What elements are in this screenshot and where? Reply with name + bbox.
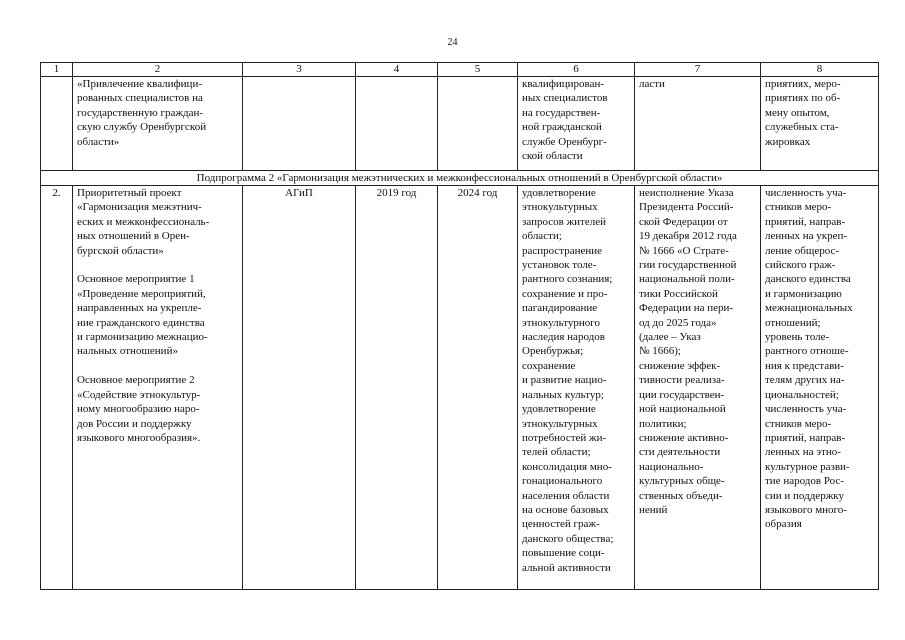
column-number: 1 (41, 63, 73, 77)
indicators-cell: численность уча- стников меро- приятий, направ- ленных на укреп- ление общерос- сийского граж- данского единства и гармонизацию межнациональных отношений; уровень толе- рантного отноше- ния к представи- телям других на- циональностей; численность уча- стников меро- приятий, направ- ленных на этно- культурное разви- тие народов Рос- сии и поддержку языкового много- образия (761, 186, 879, 590)
document-table (40, 62, 879, 590)
column-number: 6 (518, 63, 635, 77)
column-number: 4 (356, 63, 438, 77)
continuation-row (41, 77, 879, 171)
end-year-cell (438, 77, 518, 171)
column-number: 7 (635, 63, 761, 77)
row-number-cell: 2. (41, 186, 73, 590)
indicators-cell: приятиях, меро- приятиях по об- мену опытом, служебных ста- жировках (761, 77, 879, 171)
project-cell: Приоритетный проект «Гармонизация межэтнич- еских и межконфессиональ- ных отношений в Орен- бургской области» Основное мероприятие 1 «Проведение мероприятий, направленных на укрепле- ние гражданского единства и гармонизацию межнацио- нальных отношений» Основное мероприятие 2 «Содействие этнокультур- ному многообразию наро- дов России и поддержку языкового многообразия». (73, 186, 243, 590)
executor-cell: АГиП (243, 186, 356, 590)
column-number: 8 (761, 63, 879, 77)
results-cell: квалифицирован- ных специалистов на государствен- ной гражданской службе Оренбург- ской области (518, 77, 635, 171)
main-row (41, 186, 879, 590)
start-year-cell: 2019 год (356, 186, 438, 590)
column-number: 2 (73, 63, 243, 77)
start-year-cell (356, 77, 438, 171)
project-cell: «Привлечение квалифици- рованных специалистов на государственную граждан- скую службу Оренбургской области» (73, 77, 243, 171)
subprogram-header: Подпрограмма 2 «Гармонизация межэтнических и межконфессиональных отношений в Оренбургской области» (41, 171, 879, 186)
consequences-cell: неисполнение Указа Президента Россий- ской Федерации от 19 декабря 2012 года № 1666 «О Страте- гии государственной национальной поли- тики Российской Федерации на пери- од до 2025 года» (далее – Указ № 1666); снижение эффек- тивности реализа- ции государствен- ной национальной политики; снижение активно- сти деятельности национально- культурных обще- ственных объеди- нений (635, 186, 761, 590)
executor-cell (243, 77, 356, 171)
consequences-cell: ласти (635, 77, 761, 171)
results-cell: удовлетворение этнокультурных запросов жителей области; распространение установок толе- рантного сознания; сохранение и про- пагандирование этнокультурного наследия народов Оренбуржья; сохранение и развитие нацио- нальных культур; удовлетворение этнокультурных потребностей жи- телей области; консолидация мно- гонационального населения области на основе базовых ценностей граж- данского общества; повышение соци- альной активности (518, 186, 635, 590)
end-year-cell: 2024 год (438, 186, 518, 590)
column-number: 5 (438, 63, 518, 77)
page-number: 24 (447, 37, 458, 48)
column-number-row (41, 63, 879, 77)
subprogram-row (41, 171, 879, 186)
column-number: 3 (243, 63, 356, 77)
row-number-cell (41, 77, 73, 171)
